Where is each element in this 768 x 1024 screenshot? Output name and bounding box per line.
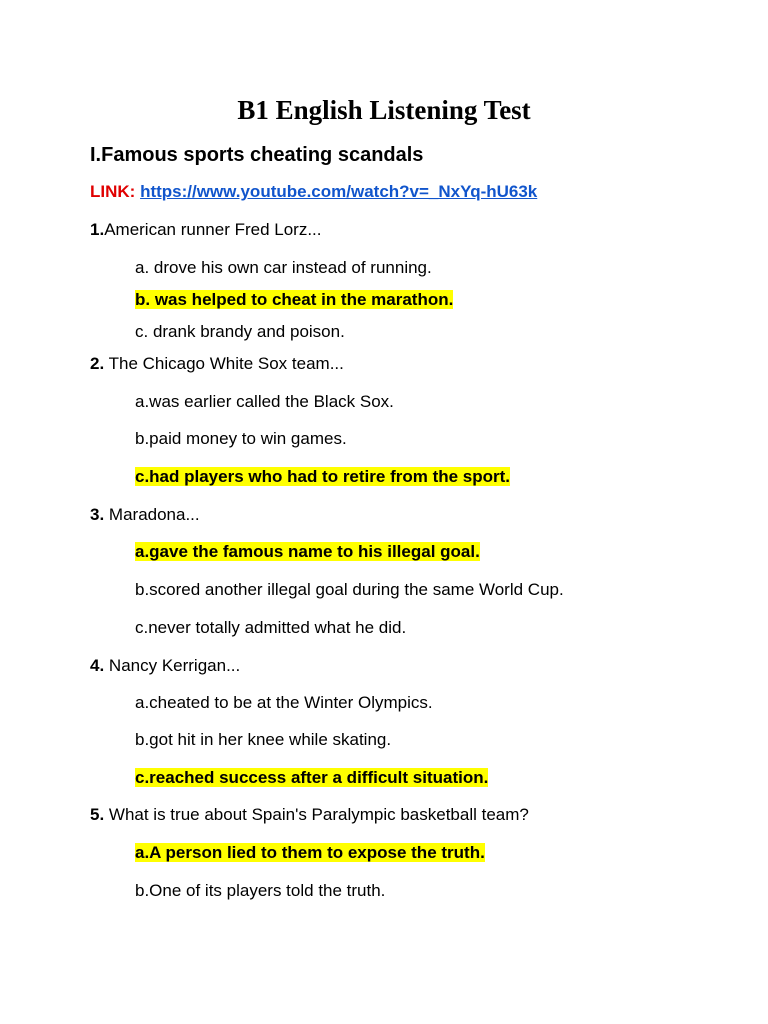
question-4 bbox=[90, 655, 240, 677]
option-2a bbox=[135, 391, 394, 413]
option-text: b.scored another illegal goal during the same World Cup. bbox=[135, 580, 564, 599]
option-3c bbox=[135, 617, 406, 639]
highlighted-answer: b. was helped to cheat in the marathon. bbox=[135, 290, 454, 309]
highlighted-answer: c.had players who had to retire from the sport. bbox=[135, 467, 511, 486]
question-number: 5. bbox=[90, 805, 105, 824]
question-text: The Chicago White Sox team... bbox=[104, 354, 344, 373]
highlighted-answer: a.A person lied to them to expose the truth. bbox=[135, 843, 485, 862]
question-1 bbox=[90, 219, 322, 241]
option-4c bbox=[135, 767, 488, 789]
question-5 bbox=[90, 804, 529, 826]
video-link[interactable]: https://www.youtube.com/watch?v=_NxYq-hU63k bbox=[140, 182, 538, 201]
option-text: b.One of its players told the truth. bbox=[135, 881, 386, 900]
question-text: Maradona... bbox=[104, 505, 200, 524]
highlighted-answer: a.gave the famous name to his illegal goal. bbox=[135, 542, 480, 561]
option-1a bbox=[135, 257, 432, 279]
option-3a bbox=[135, 541, 480, 563]
option-4b bbox=[135, 729, 391, 751]
question-2 bbox=[90, 353, 344, 375]
option-1c bbox=[135, 321, 345, 343]
link-row bbox=[90, 181, 537, 203]
option-text: a.was earlier called the Black Sox. bbox=[135, 392, 394, 411]
option-1b bbox=[135, 289, 453, 311]
option-4a bbox=[135, 692, 433, 714]
question-text: What is true about Spain's Paralympic basketball team? bbox=[104, 805, 529, 824]
question-text: Nancy Kerrigan... bbox=[104, 656, 241, 675]
option-5a bbox=[135, 842, 485, 864]
option-text: a. drove his own car instead of running. bbox=[135, 258, 432, 277]
option-text: b.paid money to win games. bbox=[135, 429, 347, 448]
question-number: 1. bbox=[90, 220, 105, 239]
link-label: LINK: bbox=[90, 182, 136, 201]
question-text: American runner Fred Lorz... bbox=[104, 220, 322, 239]
page-title: B1 English Listening Test bbox=[237, 95, 531, 125]
option-2c bbox=[135, 466, 510, 488]
option-text: a.cheated to be at the Winter Olympics. bbox=[135, 693, 433, 712]
option-text: b.got hit in her knee while skating. bbox=[135, 730, 392, 749]
question-number: 4. bbox=[90, 656, 105, 675]
question-3 bbox=[90, 504, 200, 526]
section-heading: I.Famous sports cheating scandals bbox=[90, 144, 424, 166]
option-text: c. drank brandy and poison. bbox=[135, 322, 345, 341]
option-5b bbox=[135, 880, 385, 902]
option-text: c.never totally admitted what he did. bbox=[135, 618, 407, 637]
question-number: 3. bbox=[90, 505, 105, 524]
option-2b bbox=[135, 428, 347, 450]
highlighted-answer: c.reached success after a difficult situation. bbox=[135, 768, 489, 787]
option-3b bbox=[135, 579, 564, 601]
question-number: 2. bbox=[90, 354, 105, 373]
